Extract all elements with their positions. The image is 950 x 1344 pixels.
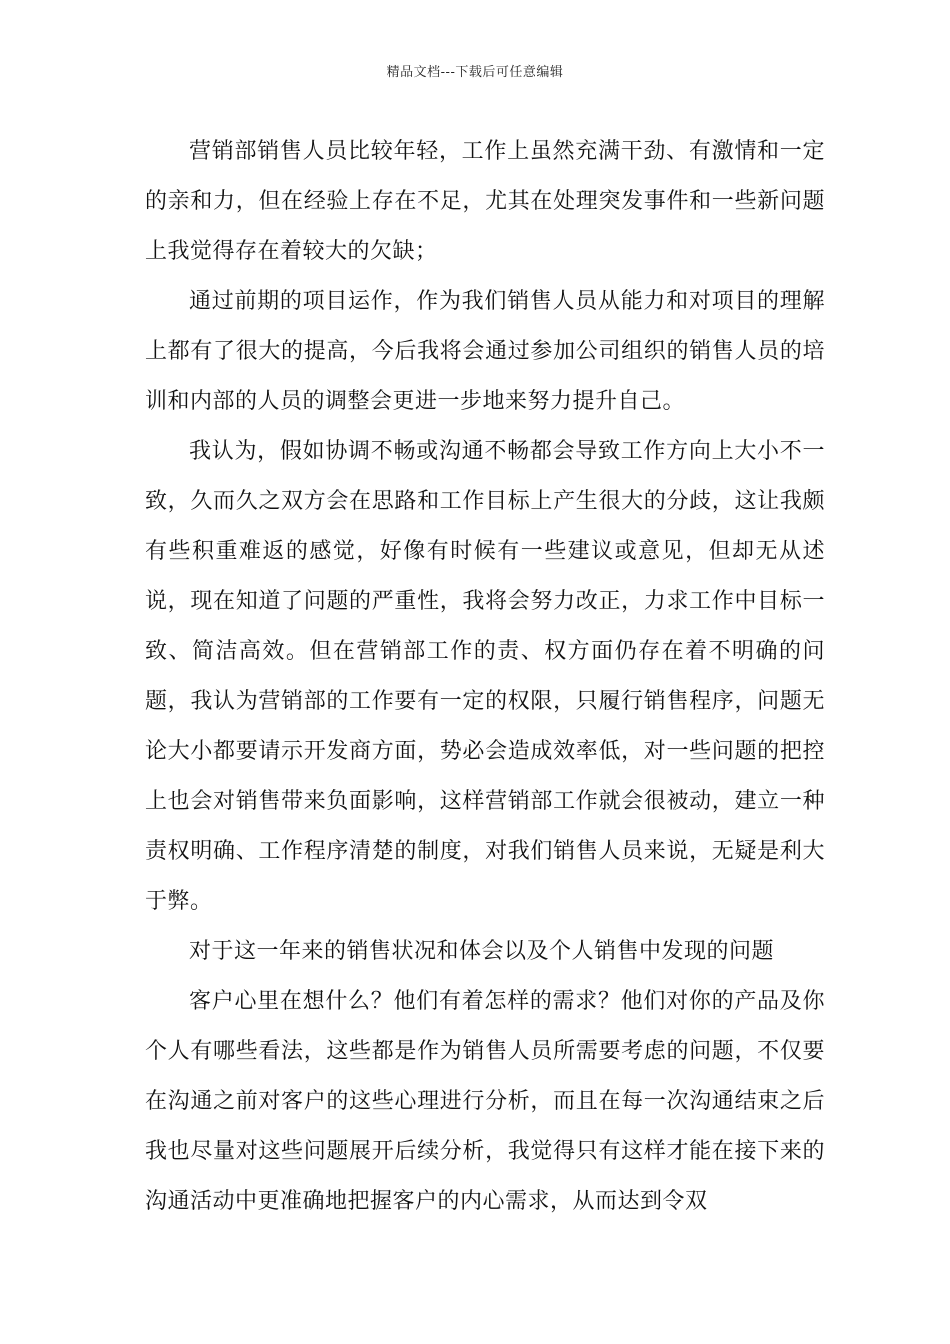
paragraph-4: 对于这一年来的销售状况和体会以及个人销售中发现的问题 bbox=[189, 939, 775, 964]
paragraph-2: 通过前期的项目运作，作为我们销售人员从能力和对项目的理解上都有了很大的提高，今后我将会通过参加公司组织的销售人员的培训和内部的人员的调整会更进一步地来努力提升自己。 bbox=[145, 289, 825, 414]
document-body bbox=[145, 127, 825, 1227]
paragraph-5: 客户心里在想什么？他们有着怎样的需求？他们对你的产品及你个人有哪些看法，这些都是作为销售人员所需要考虑的问题，不仅要在沟通之前对客户的这些心理进行分析，而且在每一次沟通结束之后我也尽量对这些问题展开后续分析，我觉得只有这样才能在接下来的沟通活动中更准确地把握客户的内心需求，从而达到令双 bbox=[145, 989, 825, 1214]
page-header: 精品文档---下载后可任意编辑 bbox=[386, 65, 564, 80]
paragraph-1: 营销部销售人员比较年轻，工作上虽然充满干劲、有激情和一定的亲和力，但在经验上存在不足，尤其在处理突发事件和一些新问题上我觉得存在着较大的欠缺； bbox=[145, 139, 825, 264]
paragraph-3: 我认为，假如协调不畅或沟通不畅都会导致工作方向上大小不一致，久而久之双方会在思路和工作目标上产生很大的分歧，这让我颇有些积重难返的感觉，好像有时候有一些建议或意见，但却无从述说，现在知道了问题的严重性，我将会努力改正，力求工作中目标一致、简洁高效。但在营销部工作的责、权方面仍存在着不明确的问题，我认为营销部的工作要有一定的权限，只履行销售程序，问题无论大小都要请示开发商方面，势必会造成效率低，对一些问题的把控上也会对销售带来负面影响，这样营销部工作就会很被动，建立一种责权明确、工作程序清楚的制度，对我们销售人员来说，无疑是利大于弊。 bbox=[145, 439, 825, 914]
